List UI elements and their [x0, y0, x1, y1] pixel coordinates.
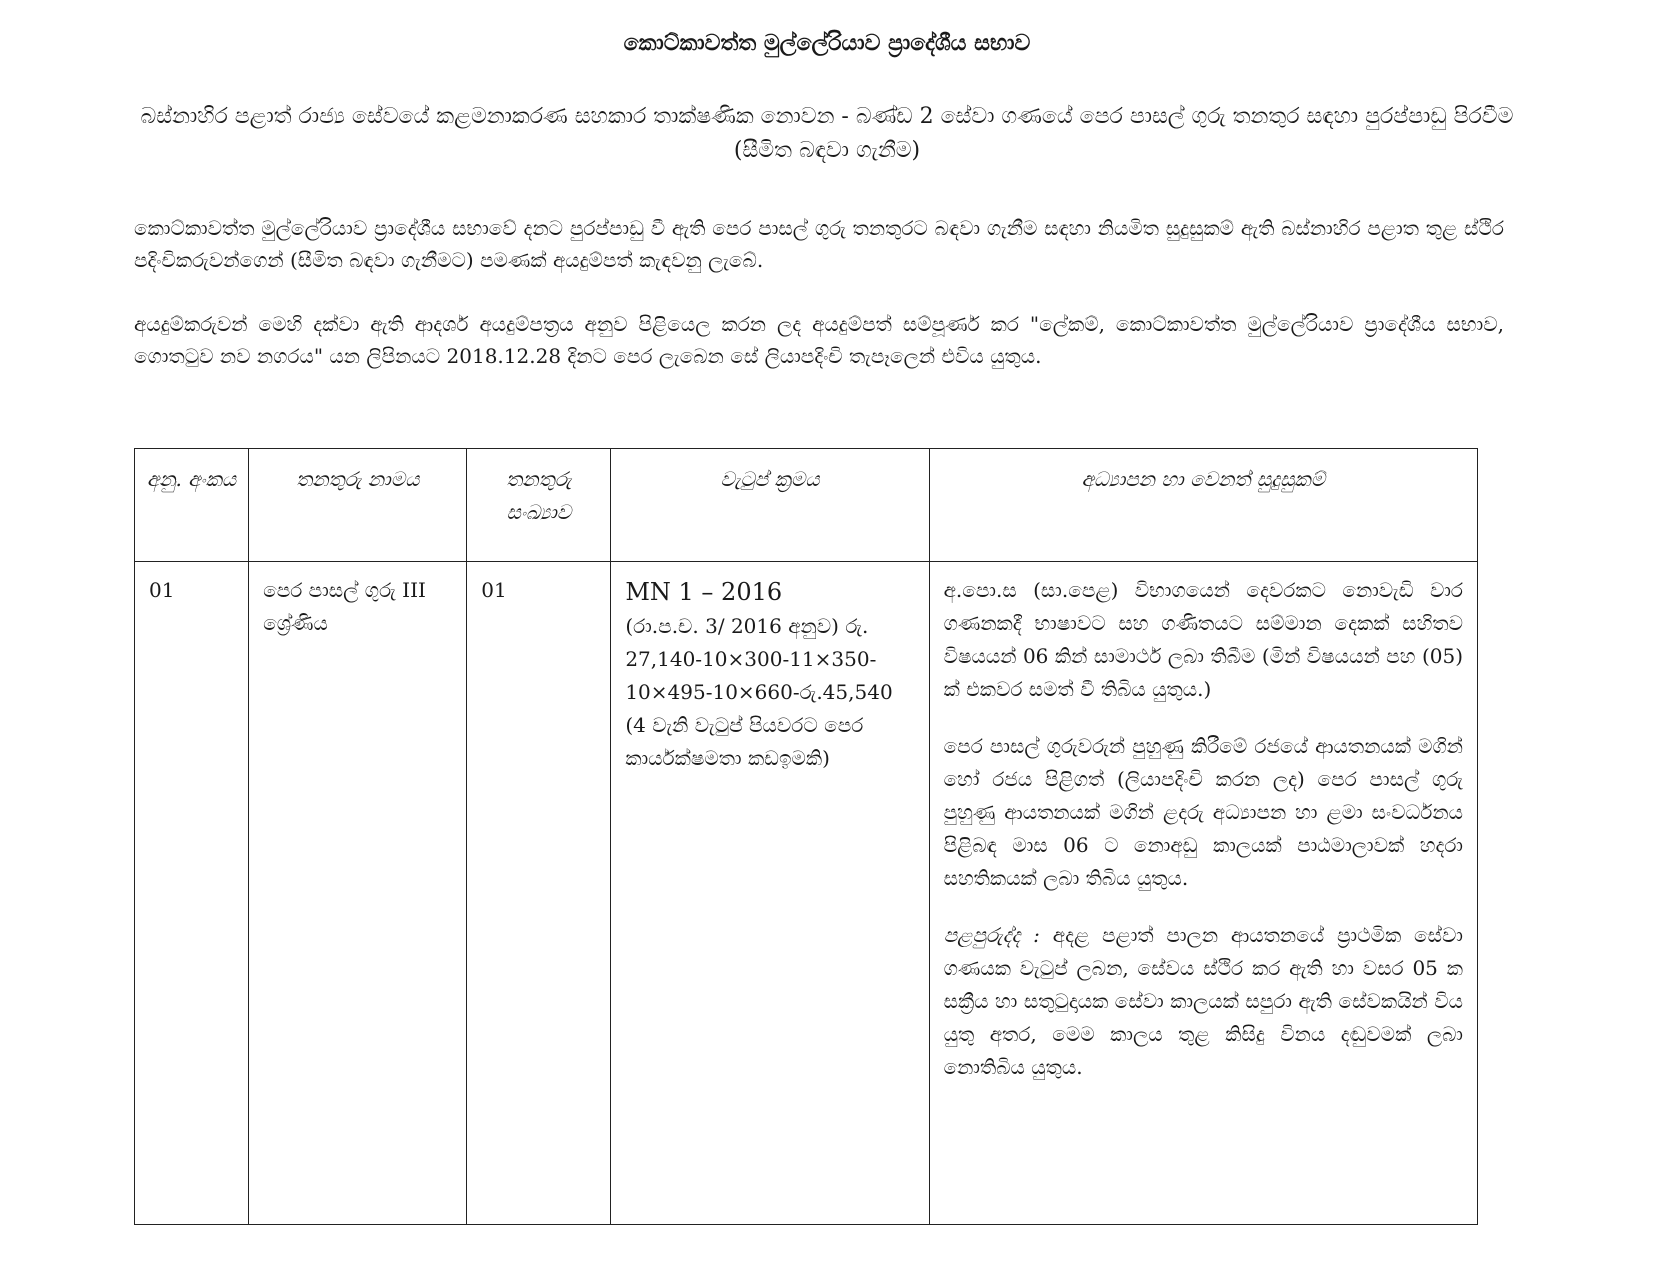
page-subtitle: බස්නාහිර පළාත් රාජ්‍ය සේවයේ කළමනාකරණ සහකාර තාක්ෂණික නොවන - බණ්ඩ 2 සේවා ගණයේ පෙර පාසල් ගුරු තනතුර සඳහා පුරප්පාඩු පිරවීම (සීමිත බඳවා ගැනීම): [140, 104, 1514, 163]
vacancy-table: [134, 448, 1478, 1225]
experience-label: පළපුරුද්ද :: [943, 923, 1040, 947]
qualification-experience: [944, 919, 1463, 1084]
cell-qualifications: [929, 562, 1477, 1225]
table-row: [135, 562, 1478, 1225]
experience-text: අදළ පළාත් පාලන ආයතනයේ ප්‍රාථමික සේවා ගණයක වැටුප් ලබන, සේවය ස්ථිර කර ඇති හා වසර 05 ක සක්‍රීය හා සතුටුදායක සේවා කාලයක් සපුරා ඇති සේවකයින් විය යුතු අතර, මෙම කාලය තුළ කිසිදු විනය දඬුවමක් ලබා නොතිබිය යුතුය.: [943, 923, 1464, 1079]
table-header-row: [135, 449, 1478, 562]
salary-code: MN 1 – 2016: [625, 578, 783, 606]
header-serial-no: අනු. අංකය: [135, 449, 249, 562]
cell-post-name: පෙර පාසල් ගුරු III ශ්‍රේණිය: [249, 562, 467, 1225]
application-instructions-paragraph: අයදුම්කරුවන් මෙහි දක්වා ඇති ආදර්ශ අයදුම්පත්‍රය අනුව පිළියෙල කරන ලද අයදුම්පත් සම්පූර්ණ කර "ලේකම්, කොට්කාවත්ත මුල්ලේරියාව ප්‍රාදේශීය සභාව, ගොතටුව නව නගරය" යන ලිපිනයට 2018.12.28 දිනට පෙර ලැබෙන සේ ලියාපදිංචි තැපෑලෙන් එවිය යුතුය.: [134, 312, 1504, 368]
header-qualifications: අධ්‍යාපන හා වෙනත් සුදුසුකම්: [929, 449, 1477, 562]
cell-salary-scale: [611, 562, 929, 1225]
cell-serial-no: 01: [135, 562, 249, 1225]
intro-paragraph: කොට්කාවත්ත මුල්ලේරියාව ප්‍රාදේශීය සභාවේ දනට පුරප්පාඩු වී ඇති පෙර පාසල් ගුරු තනතුරට බඳවා ගැනීම සඳහා නියමිත සුදුසුකම් ඇති බස්නාහිර පළාත තුළ ස්ථිර පදිංචිකරුවන්ගෙන් (සීමිත බඳවා ගැනීමට) පමණක් අයදුම්පත් කැඳවනු ලැබේ.: [134, 216, 1504, 272]
header-post-name: තනතුරු නාමය: [249, 449, 467, 562]
header-post-count: තනතුරු සංඛ්‍යාව: [467, 449, 611, 562]
page-title: කොට්කාවත්ත මුල්ලේරියාව ප්‍රාදේශීය සභාව: [623, 30, 1031, 56]
salary-details: (රා.ප.ච. 3/ 2016 අනුව) රු. 27,140-10×300-11×350-10×495-10×660-රු.45,540 (4 වැනි වැටුප් පියවරට පෙර කාර්යක්ෂමතා කඩඉමකි): [625, 614, 893, 770]
qualification-education: අ.පො.ස (සා.පෙළ) විභාගයෙන් දෙවරකට නොවැඩි වාර ගණනකදී භාෂාවට සහ ගණිතයට සම්මාන දෙකක් සහිතව විෂයයන් 06 කින් සාමාර්ථ ලබා තිබීම (මින් විෂයයන් පහ (05) ක් එකවර සමත් වී තිබිය යුතුය.): [943, 578, 1463, 701]
header-salary-scale: වැටුප් ක්‍රමය: [611, 449, 929, 562]
cell-post-count: 01: [467, 562, 611, 1225]
qualification-training: පෙර පාසල් ගුරුවරුන් පුහුණු කිරීමේ රජයේ ආයතනයක් මගින් හෝ රජය පිළිගත් (ලියාපදිංචි කරන ලද) පෙර පාසල් ගුරු පුහුණු ආයතනයක් මගින් ළදරු අධ්‍යාපන හා ළමා සංවර්ධනය පිළිබඳ මාස 06 ට නොඅඩු කාලයක් පාඨමාලාවක් හදරා සහතිකයක් ලබා තිබිය යුතුය.: [943, 734, 1463, 890]
